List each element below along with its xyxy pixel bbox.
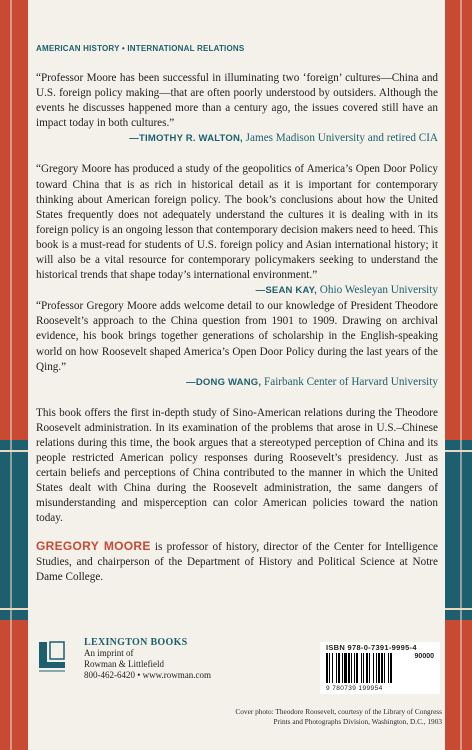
review-1-name: —TIMOTHY R. WALTON, (129, 133, 243, 145)
barcode-icon (326, 653, 408, 685)
cover-text (36, 44, 438, 585)
photo-credit (216, 707, 442, 727)
book-description: This book offers the first in-depth study of Sino-American relations during the Theodore Roosevelt administration. In its examination of the problems that arose in U.S.–Chinese relations during this time, the book argues that a stereotyped perception of China and its people restricted American policy responses during Roosevelt’s presidency. Just as certain beliefs and perceptions of China contributed to the manner in which the United States dealt with China during the Roosevelt administration, the same dangers of misunderstanding and misperception can color American policies toward the nation today. (36, 406, 438, 525)
category-label: AMERICAN HISTORY • INTERNATIONAL RELATIONS (36, 44, 245, 53)
isbn-barcode-block (320, 642, 440, 694)
author-bio (36, 539, 438, 585)
publisher-info (84, 637, 211, 681)
review-1-attribution (36, 131, 438, 146)
review-1-affiliation: James Madison University and retired CIA (242, 132, 438, 145)
isbn-number: ISBN 978-0-7391-9995-4 (326, 643, 417, 652)
review-2-text (36, 162, 438, 297)
review-2-name: —SEAN KAY, (255, 285, 317, 297)
publisher-imprint-line: An imprint of (84, 648, 134, 658)
review-1-text: “Professor Moore has been successful in illuminating two ‘foreign’ cultures—China and U.S. foreign policy making—that are often poorly understood by outsiders. Although the events he discusses happened more than a century ago, the issues covered still have an impact today in both cultures.” (36, 72, 438, 130)
author-bio-text: is professor of history, director of the Center for Intelligence Studies, and chairperson of the Department of History and Political Science at Notre Dame College. (36, 540, 439, 583)
review-3-affiliation: Fairbank Center of Harvard University (261, 375, 438, 388)
author-name: GREGORY MOORE (36, 538, 151, 553)
lexington-books-logo-icon (36, 640, 70, 674)
review-2-affiliation: Ohio Wesleyan University (316, 284, 438, 297)
photo-credit-line-1: Cover photo: Theodore Roosevelt, courtesy of the Library of Congress (235, 707, 442, 716)
review-3-attribution (36, 375, 438, 390)
review-3-name: —DONG WANG, (186, 376, 262, 388)
review-2-body: “Gregory Moore has produced a study of the geopolitics of America’s Open Door Policy toward China that is as rich in historical detail as it is important for contemporary thinking about American foreign policy. The book’s conclusions about how the United States frequently does not adequately understand the cultures it is dealing with in its foreign policy is an ongoing lesson that contemporary decision makers need to heed. This book is a must-read for students of U.S. foreign policy and Asian international history; it will also be a vital resource for contemporary policymakers seeking to understand the historical trends that shape today’s international environment.” (36, 163, 438, 282)
back-cover-panel (28, 0, 445, 750)
publisher-parent: Rowman & Littlefield (84, 659, 164, 669)
cover-footer (36, 637, 442, 747)
barcode-digits: 9 780739 199954 (326, 685, 383, 692)
publisher-contact: 800-462-6420 • www.rowman.com (84, 670, 212, 680)
review-2-attribution (256, 283, 438, 298)
price-code: 90000 (414, 653, 434, 660)
edge-line-left (10, 0, 12, 750)
publisher-name: LEXINGTON BOOKS (84, 637, 188, 648)
edge-line-right (460, 0, 462, 750)
review-3-text: “Professor Gregory Moore adds welcome detail to our knowledge of President Theodore Roosevelt’s approach to the China question from 1901 to 1909. Drawing on archival evidence, his book brings together generations of scholarship in the English-speaking world on how Roosevelt shaped America’s Open Door Policy during the last years of the Qing.” (36, 300, 438, 373)
photo-credit-line-2: Prints and Photographs Division, Washington, D.C., 1903 (273, 717, 442, 726)
